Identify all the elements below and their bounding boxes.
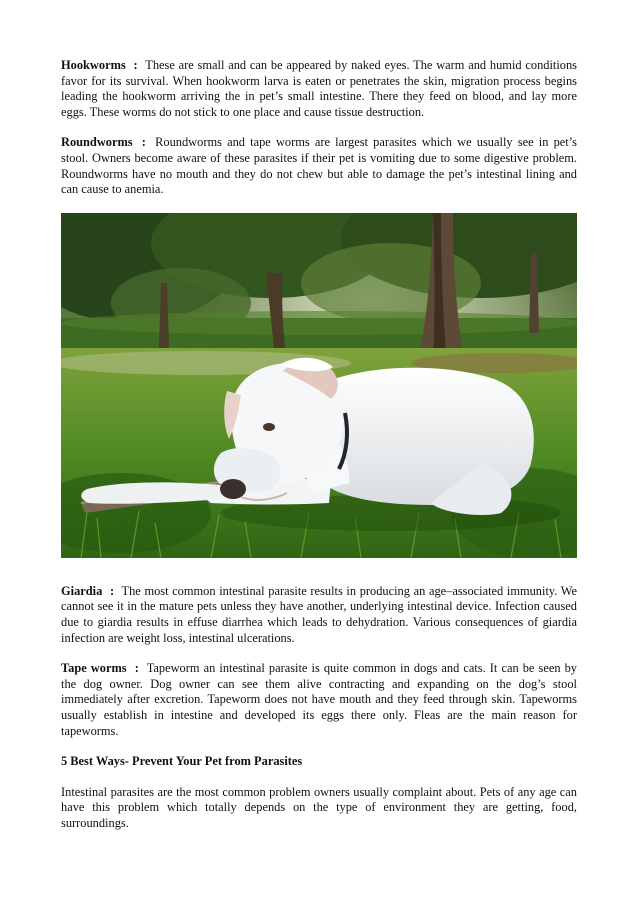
roundworms-text: Roundworms and tape worms are largest parasites which we usually see in pet’s stool. Owners become aware of these parasites if their pet is vomiting due to some digestive problem. Roundworms have no mouth and they do not chew but able to damage the pet’s intestinal lining and can cause to anemia.: [61, 135, 577, 197]
giardia-text: The most common intestinal parasite results in producing an age–associated immunity. We cannot see it in the mature pets unless they have another, underlying intestinal device. Infection caused due to giardia results in effuse diarrhea which leads to dehydration. Various consequences of giardia infection are weight loss, intestinal ulcerations.: [61, 583, 577, 645]
giardia-paragraph: [61, 584, 577, 646]
hookworms-text: These are small and can be appeared by naked eyes. The warm and humid conditions favor for its survival. When hookworm larva is eaten or penetrates the skin, migration process begins leading the hookworm arriving the in pet’s small intestine. There they feed on blood, and lay more eggs. These worms do not stick to one place and cause tissue destruction.: [61, 58, 578, 119]
hookworms-label: Hookworms: [61, 58, 126, 72]
section-heading: 5 Best Ways- Prevent Your Pet from Parasites: [61, 754, 303, 769]
tapeworms-label: Tape worms: [61, 661, 127, 676]
giardia-separator: :: [109, 583, 115, 598]
tapeworms-separator: :: [134, 661, 139, 676]
document-page: [61, 58, 577, 846]
roundworms-separator: :: [141, 135, 146, 150]
roundworms-label: Roundworms: [61, 135, 133, 150]
hookworms-separator: :: [133, 58, 138, 72]
tapeworms-paragraph: [61, 661, 577, 739]
section-body: Intestinal parasites are the most common problem owners usually complaint about. Pets of any age can have this problem which totally depends on the type of environment they are getting, food, surroundings.: [61, 784, 577, 830]
dog-lying-on-grass-photo: [61, 213, 577, 558]
giardia-label: Giardia: [61, 583, 103, 598]
hookworms-paragraph: [61, 58, 577, 120]
roundworms-paragraph: [61, 135, 577, 197]
tapeworms-text: Tapeworm an intestinal parasite is quite common in dogs and cats. It can be seen by the dog owner. Dog owner can see them alive contracting and expanding on the dog’s stool immediately after excretion. Tapeworm does not have mouth and they feed through skin. Tapeworms usually establish in intestine and developed its eggs there only. Fleas are the main reason for tapeworms.: [61, 661, 577, 738]
